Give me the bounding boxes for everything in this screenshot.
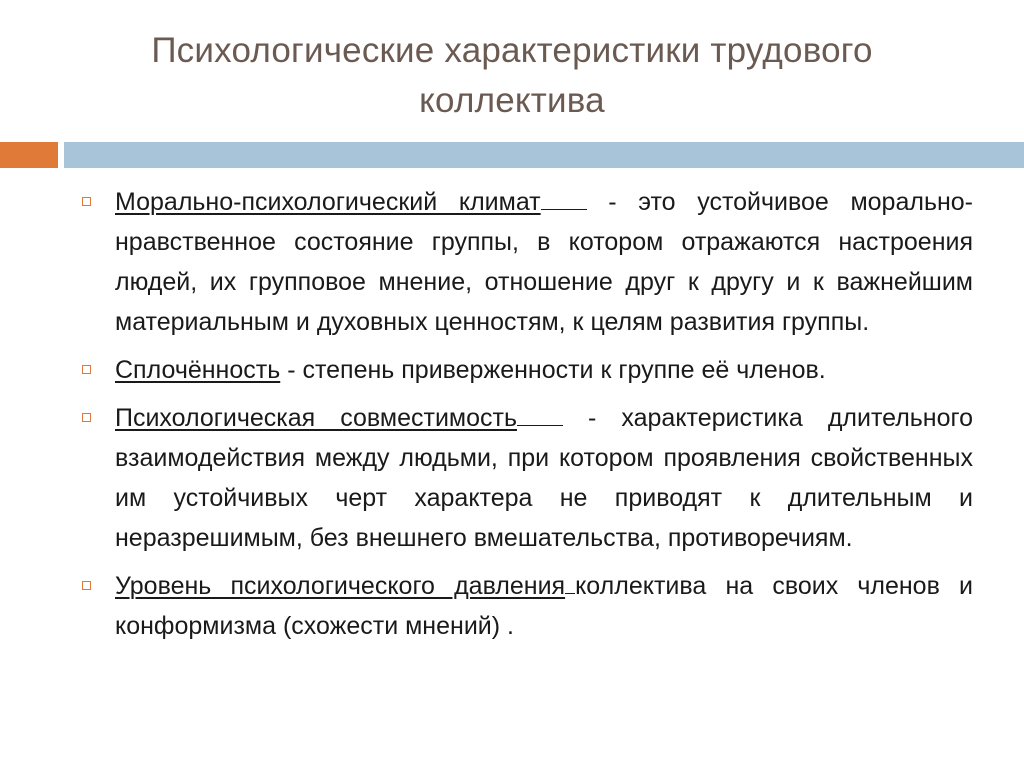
- underline-gap: [565, 571, 575, 594]
- square-bullet-icon: [82, 581, 91, 590]
- accent-bar-blue: [64, 142, 1024, 168]
- term-climate: Морально-психологический климат: [115, 188, 541, 216]
- term-compatibility: Психологическая совместимость: [115, 404, 518, 432]
- list-item: [78, 182, 973, 342]
- slide-title: Психологические характеристики трудового коллектива: [151, 31, 873, 120]
- definition-compatibility: - характеристика длительного взаимодействия между людьми, при котором проявления свойственных им устойчивых черт характера не приводят к длительным и неразрешимым, без внешнего вмешательства, противоречиям.: [115, 404, 973, 552]
- square-bullet-icon: [82, 197, 91, 206]
- bullet-list: [78, 182, 973, 654]
- definition-climate: - это устойчивое морально-нравственное состояние группы, в котором отражаются настроения людей, их групповое мнение, отношение друг к другу и к важнейшим материальным и духовных ценностям, к целям развития группы.: [115, 188, 973, 336]
- term-cohesion: Сплочённость: [115, 356, 281, 384]
- underline-gap: [541, 187, 587, 210]
- underline-gap: [517, 403, 563, 426]
- list-item: [78, 350, 973, 390]
- definition-cohesion: - степень приверженности к группе её членов.: [287, 356, 826, 384]
- square-bullet-icon: [82, 365, 91, 374]
- list-item: [78, 566, 973, 646]
- square-bullet-icon: [82, 413, 91, 422]
- term-pressure: Уровень психологического давления: [115, 572, 566, 600]
- list-item: [78, 398, 973, 558]
- definition-pressure: коллектива на своих членов и конформизма (схожести мнений) .: [115, 572, 973, 640]
- accent-bar-orange: [0, 142, 58, 168]
